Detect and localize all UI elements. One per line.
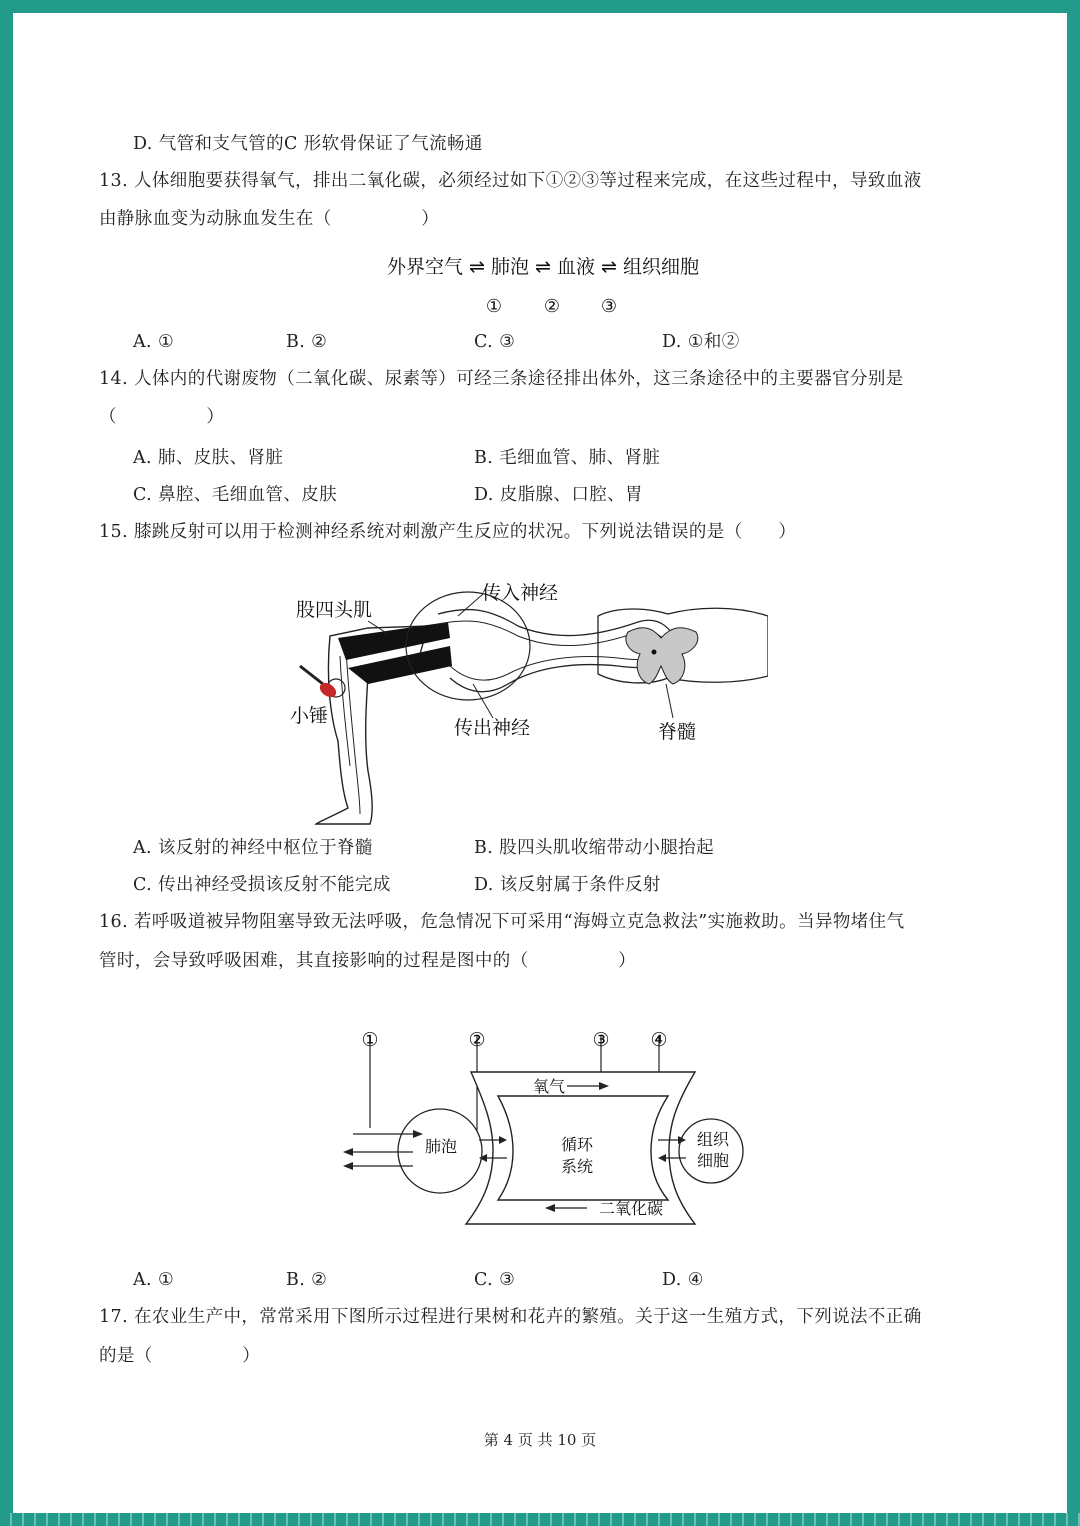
- q17-stem-line2: 的是（ ）: [99, 1346, 261, 1366]
- marker-1: ①: [361, 1029, 379, 1051]
- label-spinal-cord: 脊髓: [658, 721, 697, 743]
- q15-option-d[interactable]: D. 该反射属于条件反射: [474, 875, 661, 895]
- nerve-bundle-outline: [406, 592, 530, 700]
- label-tissue-2: 细胞: [696, 1151, 730, 1170]
- synapse-dot: [652, 650, 657, 655]
- q17-stem-line1: 17. 在农业生产中，常常采用下图所示过程进行果树和花卉的繁殖。关于这一生殖方式，下列说法不正确: [99, 1307, 922, 1327]
- label-alveolus: 肺泡: [424, 1137, 458, 1156]
- q14-option-d[interactable]: D. 皮脂腺、口腔、胃: [474, 485, 643, 505]
- page-footer: 第 4 页 共 10 页: [483, 1431, 597, 1449]
- respiration-process-figure: [323, 1016, 753, 1226]
- label-circulation-2: 系统: [560, 1157, 594, 1176]
- q14-option-c[interactable]: C. 鼻腔、毛细血管、皮肤: [133, 485, 338, 505]
- q13-option-c[interactable]: C. ③: [474, 332, 516, 352]
- q15-option-b[interactable]: B. 股四头肌收缩带动小腿抬起: [474, 838, 714, 858]
- label-oxygen: 氧气: [532, 1077, 566, 1096]
- label-co2: 二氧化碳: [598, 1199, 664, 1218]
- q16-stem-line2: 管时，会导致呼吸困难，其直接影响的过程是图中的（ ）: [99, 951, 636, 971]
- spinal-gray-matter: [626, 628, 698, 684]
- marker-2: ②: [468, 1029, 486, 1051]
- q13-option-a[interactable]: A. ①: [133, 332, 175, 352]
- q13-stem-line1: 13. 人体细胞要获得氧气，排出二氧化碳，必须经过如下①②③等过程来完成，在这些过程中，导致血液: [99, 171, 922, 191]
- label-quadriceps: 股四头肌: [296, 599, 373, 621]
- knee-jerk-reflex-figure: [268, 566, 768, 828]
- q16-option-b[interactable]: B. ②: [286, 1270, 328, 1290]
- q13-step-1: ①: [485, 296, 503, 317]
- q16-option-a[interactable]: A. ①: [133, 1270, 175, 1290]
- q14-stem-line1: 14. 人体内的代谢废物（二氧化碳、尿素等）可经三条途径排出体外，这三条途径中的主要器官分别是: [99, 369, 904, 389]
- label-hammer: 小锤: [290, 705, 329, 727]
- label-efferent-nerve: 传出神经: [454, 717, 531, 739]
- q15-stem: 15. 膝跳反射可以用于检测神经系统对刺激产生反应的状况。下列说法错误的是（ ）: [99, 522, 797, 542]
- q13-option-d[interactable]: D. ①和②: [662, 332, 740, 352]
- fibula-bone: [340, 656, 350, 766]
- label-afferent-nerve: 传入神经: [482, 582, 559, 604]
- air-mid-arrowhead: [343, 1148, 353, 1156]
- q14-option-a[interactable]: A. 肺、皮肤、肾脏: [133, 448, 284, 468]
- q16-option-d[interactable]: D. ④: [662, 1270, 704, 1290]
- q13-figure: [373, 249, 713, 325]
- air-out-arrowhead: [343, 1162, 353, 1170]
- q13-step-3: ③: [600, 296, 618, 317]
- efferent-leader: [473, 684, 493, 718]
- afferent-leader: [458, 594, 483, 616]
- q16-option-c[interactable]: C. ③: [474, 1270, 516, 1290]
- q13-option-b[interactable]: B. ②: [286, 332, 328, 352]
- q15-option-a[interactable]: A. 该反射的神经中枢位于脊髓: [133, 838, 373, 858]
- q14-stem-line2: （ ）: [99, 407, 225, 427]
- marker-3: ③: [592, 1029, 610, 1051]
- q16-stem-line1: 16. 若呼吸道被异物阻塞导致无法呼吸，危急情况下可采用“海姆立克急救法”实施救助。当异物堵住气: [99, 912, 905, 932]
- q15-option-c[interactable]: C. 传出神经受损该反射不能完成: [133, 875, 391, 895]
- spinal-leader: [666, 684, 673, 718]
- q12-option-d: D. 气管和支气管的C 形软骨保证了气流畅通: [133, 134, 483, 154]
- q13-step-2: ②: [543, 296, 561, 317]
- q13-figure-chain: 外界空气 ⇌ 肺泡 ⇌ 血液 ⇌ 组织细胞: [387, 256, 699, 278]
- label-tissue-1: 组织: [696, 1130, 730, 1149]
- document-page: [13, 13, 1067, 1513]
- q13-stem-line2: 由静脉血变为动脉血发生在（ ）: [99, 209, 440, 229]
- label-circulation-1: 循环: [560, 1135, 594, 1154]
- marker-4: ④: [650, 1029, 668, 1051]
- frame-bottom-stripe: [0, 1513, 1080, 1526]
- q14-option-b[interactable]: B. 毛细血管、肺、肾脏: [474, 448, 661, 468]
